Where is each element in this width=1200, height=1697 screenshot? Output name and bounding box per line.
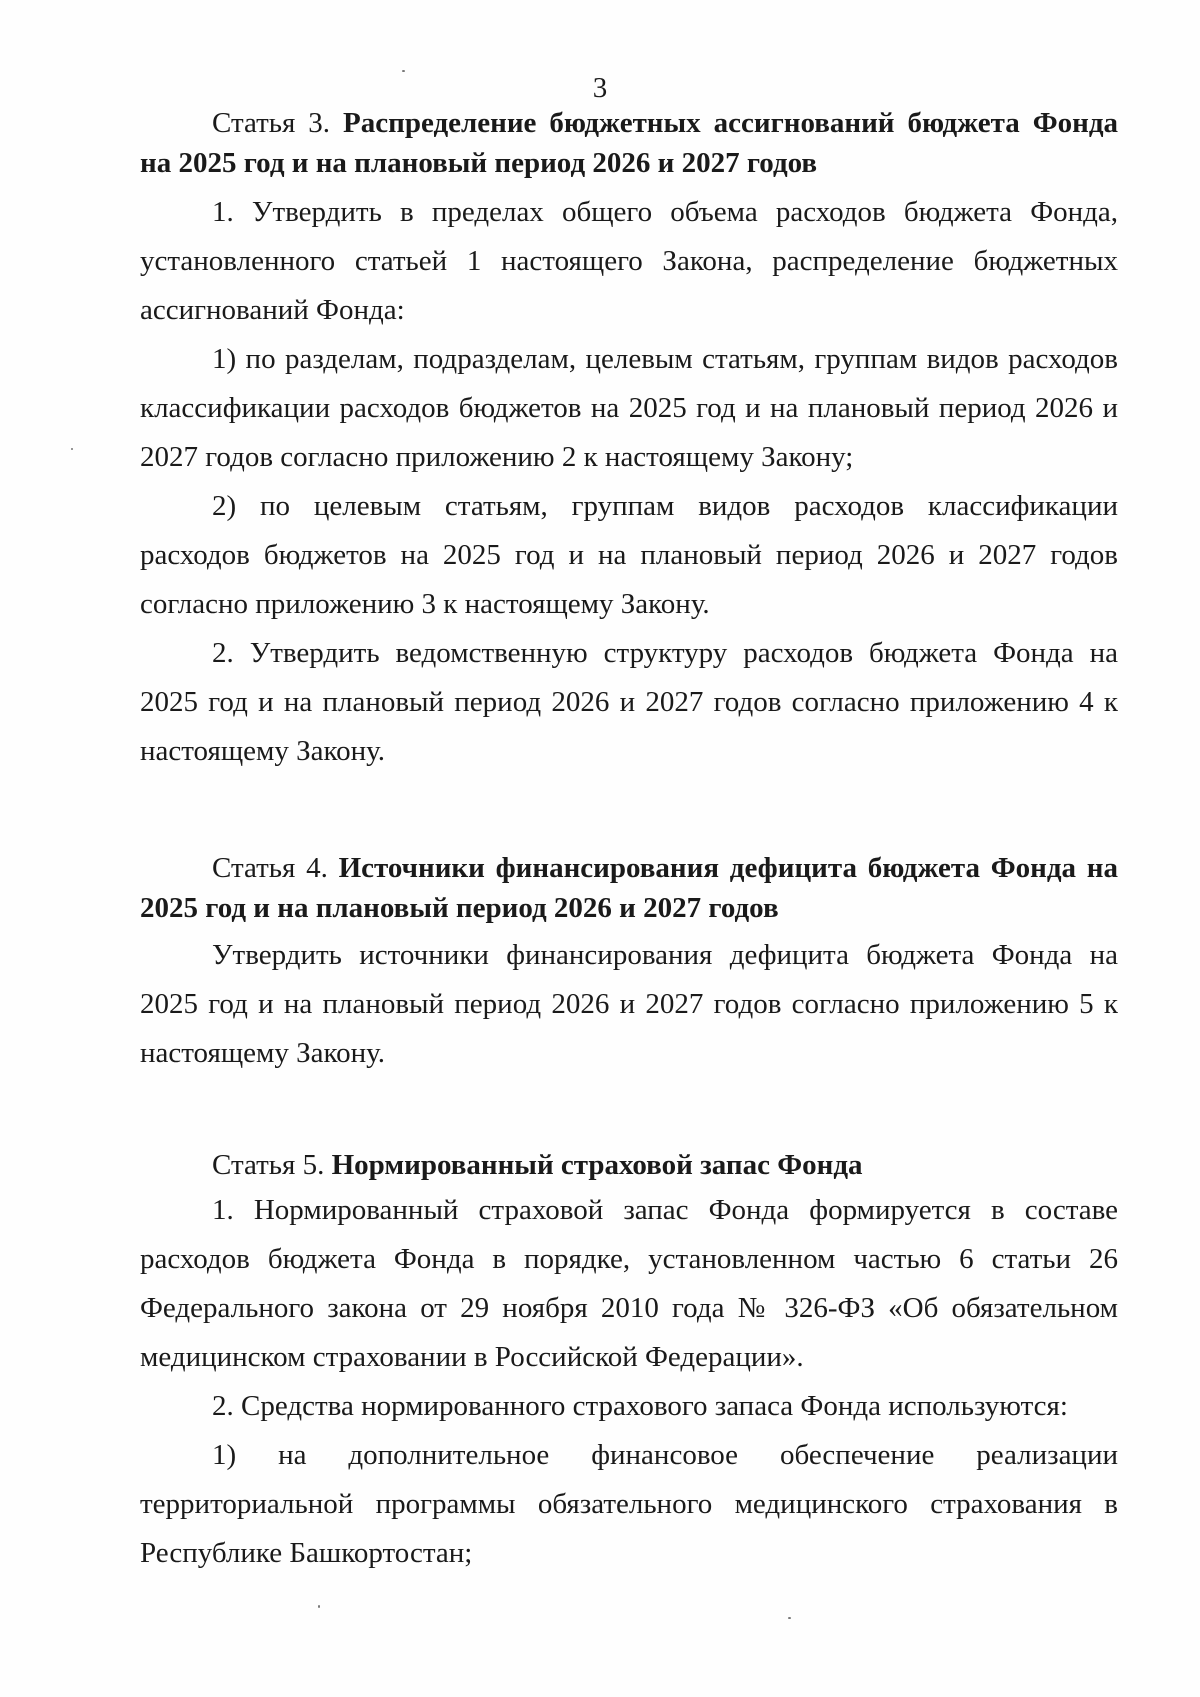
article-5-title: Нормированный страховой запас Фонда [331, 1149, 863, 1181]
article-3-paragraph-2: 2. Утвердить ведомственную структуру расходов бюджета Фонда на 2025 год и на плановый период 2026 и 2027 годов согласно приложению 4 к настоящему Закону. [140, 637, 1118, 767]
article-5-body [140, 1186, 1118, 1578]
article-3-item-2: 2) по целевым статьям, группам видов расходов классификации расходов бюджетов на 2025 год и на плановый период 2026 и 2027 годов согласно приложению 3 к настоящему Закону. [140, 490, 1118, 620]
article-4-prefix: Статья 4. [212, 852, 328, 884]
article-5-heading [140, 1145, 1118, 1185]
article-3-heading [140, 103, 1118, 183]
article-4-title: Источники финансирования дефицита бюджета Фонда на 2025 год и на плановый период 2026 и 2027 годов [140, 852, 1118, 924]
article-3-paragraph-1: 1. Утвердить в пределах общего объема расходов бюджета Фонда, установленного статьей 1 настоящего Закона, распределение бюджетных ассигнований Фонда: [140, 196, 1118, 326]
scan-speck [402, 70, 405, 72]
page-number: 3 [592, 72, 608, 104]
article-4-heading [140, 848, 1118, 928]
article-3-item-1: 1) по разделам, подразделам, целевым статьям, группам видов расходов классификации расходов бюджетов на 2025 год и на плановый период 2026 и 2027 годов согласно приложению 2 к настоящему Закону; [140, 343, 1118, 473]
article-5-paragraph-2: 2. Средства нормированного страхового запаса Фонда используются: [212, 1390, 1068, 1422]
article-3-title: Распределение бюджетных ассигнований бюджета Фонда на 2025 год и на плановый период 2026 и 2027 годов [140, 107, 1118, 179]
article-3-body [140, 188, 1118, 776]
article-5-prefix: Статья 5. [212, 1149, 325, 1181]
article-4-paragraph-1: Утвердить источники финансирования дефицита бюджета Фонда на 2025 год и на плановый период 2026 и 2027 годов согласно приложению 5 к настоящему Закону. [140, 939, 1118, 1069]
article-3-prefix: Статья 3. [212, 107, 331, 139]
article-5-item-1: 1) на дополнительное финансовое обеспечение реализации территориальной программы обязательного медицинского страхования в Республике Башкортостан; [140, 1439, 1118, 1569]
scan-speck [318, 1605, 320, 1608]
article-4-body [140, 931, 1118, 1078]
scan-speck [71, 448, 73, 450]
scan-speck [788, 1617, 791, 1619]
article-5-paragraph-1: 1. Нормированный страховой запас Фонда формируется в составе расходов бюджета Фонда в порядке, установленном частью 6 статьи 26 Федерального закона от 29 ноября 2010 года № 326-ФЗ «Об обязательном медицинском страховании в Российской Федерации». [140, 1194, 1118, 1373]
